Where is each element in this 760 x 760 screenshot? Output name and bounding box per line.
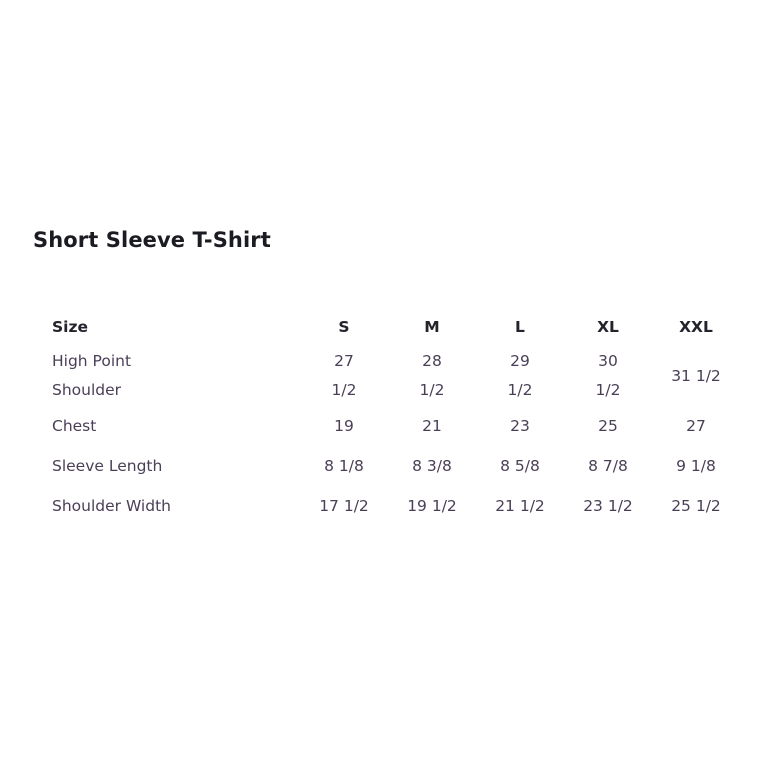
- cell-value-bottom: 1/2: [331, 381, 357, 399]
- page-title: Short Sleeve T-Shirt: [33, 228, 271, 252]
- header-cell-m: M: [424, 318, 440, 336]
- row-label-high-point-shoulder: [44, 346, 300, 406]
- cell-value-top: 29: [510, 352, 530, 370]
- cell-shoulder-width-l: 21 1/2: [495, 497, 545, 515]
- table-header-row: [44, 308, 740, 346]
- cell-shoulder-width-xl: 23 1/2: [583, 497, 633, 515]
- cell-value-bottom: 1/2: [595, 381, 621, 399]
- cell-chest-xxl: 27: [686, 417, 706, 435]
- cell-value-bottom: 1/2: [507, 381, 533, 399]
- cell-sleeve-length-xl: 8 7/8: [588, 457, 628, 475]
- cell-chest-m: 21: [422, 417, 442, 435]
- cell-high-point-shoulder-l: [476, 346, 564, 406]
- cell-chest-s: 19: [334, 417, 354, 435]
- table-row: [44, 486, 740, 526]
- header-cell-xxl: XXL: [679, 318, 713, 336]
- cell-shoulder-width-s: 17 1/2: [319, 497, 369, 515]
- cell-sleeve-length-s: 8 1/8: [324, 457, 364, 475]
- row-label-line-1: High Point: [52, 352, 132, 370]
- cell-high-point-shoulder-s: [300, 346, 388, 406]
- table-row: [44, 406, 740, 446]
- cell-sleeve-length-xxl: 9 1/8: [676, 457, 716, 475]
- cell-shoulder-width-m: 19 1/2: [407, 497, 457, 515]
- table-row: [44, 446, 740, 486]
- cell-value-top: 27: [334, 352, 354, 370]
- cell-chest-l: 23: [510, 417, 530, 435]
- cell-shoulder-width-xxl: 25 1/2: [671, 497, 721, 515]
- row-label-chest: Chest: [52, 417, 97, 435]
- table-row: [44, 346, 740, 406]
- cell-high-point-shoulder-m: [388, 346, 476, 406]
- header-cell-s: S: [338, 318, 350, 336]
- cell-chest-xl: 25: [598, 417, 618, 435]
- row-label-line-2: Shoulder: [52, 381, 122, 399]
- table-body: [44, 346, 740, 526]
- cell-value-bottom: 1/2: [419, 381, 445, 399]
- cell-value-top: 28: [422, 352, 442, 370]
- cell-sleeve-length-l: 8 5/8: [500, 457, 540, 475]
- header-cell-xl: XL: [597, 318, 619, 336]
- size-chart-table: [44, 308, 740, 526]
- table-header: [44, 308, 740, 346]
- header-cell-size: Size: [52, 318, 89, 336]
- row-label-shoulder-width: Shoulder Width: [52, 497, 171, 515]
- row-label-sleeve-length: Sleeve Length: [52, 457, 163, 475]
- cell-value-top: 30: [598, 352, 618, 370]
- cell-sleeve-length-m: 8 3/8: [412, 457, 452, 475]
- cell-high-point-shoulder-xxl: 31 1/2: [671, 366, 721, 385]
- cell-high-point-shoulder-xl: [564, 346, 652, 406]
- header-cell-l: L: [515, 318, 525, 336]
